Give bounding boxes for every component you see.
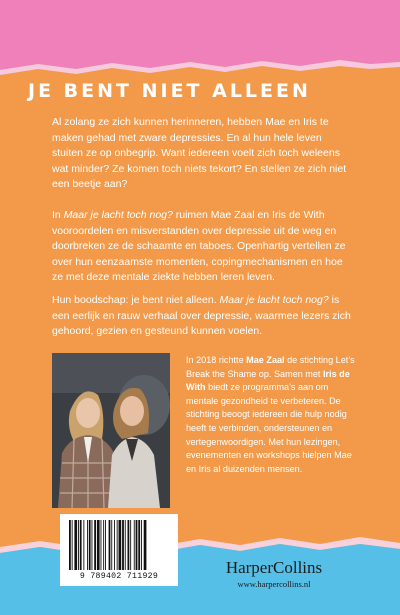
author-bio — [186, 354, 361, 476]
barcode-label — [60, 514, 178, 586]
barcode — [68, 520, 170, 570]
barcode-bar — [138, 520, 140, 570]
barcode-bar — [74, 520, 77, 570]
barcode-bar — [141, 520, 142, 570]
book-title-italic-2: Maar je lacht toch nog? — [219, 294, 329, 306]
barcode-bar — [136, 520, 138, 570]
barcode-bar — [105, 520, 106, 570]
barcode-bar — [89, 520, 91, 570]
barcode-bar — [94, 520, 96, 570]
intro-paragraph: Al zolang ze zich kunnen herinneren, hebben Mae en Iris te maken gehad met zware depressies. En al hun hele leven stuiten ze op onbegrip. Want iedereen voelt zich toch weleens wat minder? Ze komen toch niets tekort? En stellen ze zich niet een beetje aan? — [52, 116, 347, 190]
publisher-url: www.harpercollins.nl — [237, 579, 311, 589]
barcode-bar — [92, 520, 93, 570]
barcode-bar — [80, 520, 82, 570]
barcode-bar — [87, 520, 88, 570]
book-title-italic: Maar je lacht toch nog? — [63, 209, 173, 221]
description-rest: ruimen Mae Zaal en Iris de With vooroordelen en misverstanden over depressie uit de weg en doorbreken ze de schaamte en taboes. Openhartig vertellen ze over hun eenzaamste momenten, copingmechanismen en hoe ze met deze mentale ziekte hebben leren leven. — [52, 209, 346, 283]
barcode-bar — [130, 520, 131, 570]
barcode-bar — [117, 520, 118, 570]
barcode-bar — [69, 520, 71, 570]
barcode-bar — [134, 520, 135, 570]
description-prefix: In — [52, 209, 64, 221]
bio-part-1: In 2018 richtte — [186, 355, 247, 365]
top-band-shape — [0, 0, 400, 70]
barcode-bar — [128, 520, 130, 570]
author-photo-illustration — [52, 353, 170, 508]
barcode-bar — [97, 520, 100, 570]
barcode-bar — [109, 520, 111, 570]
barcode-bar — [72, 520, 73, 570]
bio-part-2: de stichting Let’s Break the Shame op. Samen met — [186, 355, 355, 379]
author-name-mae: Mae Zaal — [246, 355, 285, 365]
barcode-bar — [103, 520, 104, 570]
publisher-logo: HarperCollins — [225, 558, 323, 577]
headline: JE BENT NIET ALLEEN — [28, 80, 311, 102]
barcode-bar — [78, 520, 79, 570]
barcode-bar — [144, 520, 147, 570]
isbn-number: 9 789402 711929 — [79, 572, 159, 581]
description-paragraph — [52, 208, 352, 286]
author-name-iris: Iris de With — [186, 368, 350, 393]
message-rest: is een eerlijk en rauw verhaal over depressie, waarmee lezers zich gehoord, gezien en gesteund kunnen voelen. — [52, 294, 351, 337]
barcode-bar — [83, 520, 84, 570]
barcode-bar — [101, 520, 102, 570]
author-photo — [52, 353, 170, 508]
barcode-bar — [125, 520, 126, 570]
barcode-bar — [111, 520, 112, 570]
message-prefix: Hun boodschap: je bent niet alleen. — [52, 294, 220, 306]
barcode-bar — [119, 520, 122, 570]
barcode-bar — [122, 520, 124, 570]
bio-part-3: biedt ze programma’s aan om mentale gezondheid te verbeteren. De stichting beoogt iedereen die hulp nodig heeft te verbinden, ondersteunen en vertegenwoordigen. Met hun lezingen, evenementen en workshops hielpen Mae en Iris al duizenden mensen. — [186, 382, 352, 474]
barcode-bar — [114, 520, 115, 570]
message-paragraph — [52, 293, 352, 340]
top-pink-band — [0, 0, 400, 80]
